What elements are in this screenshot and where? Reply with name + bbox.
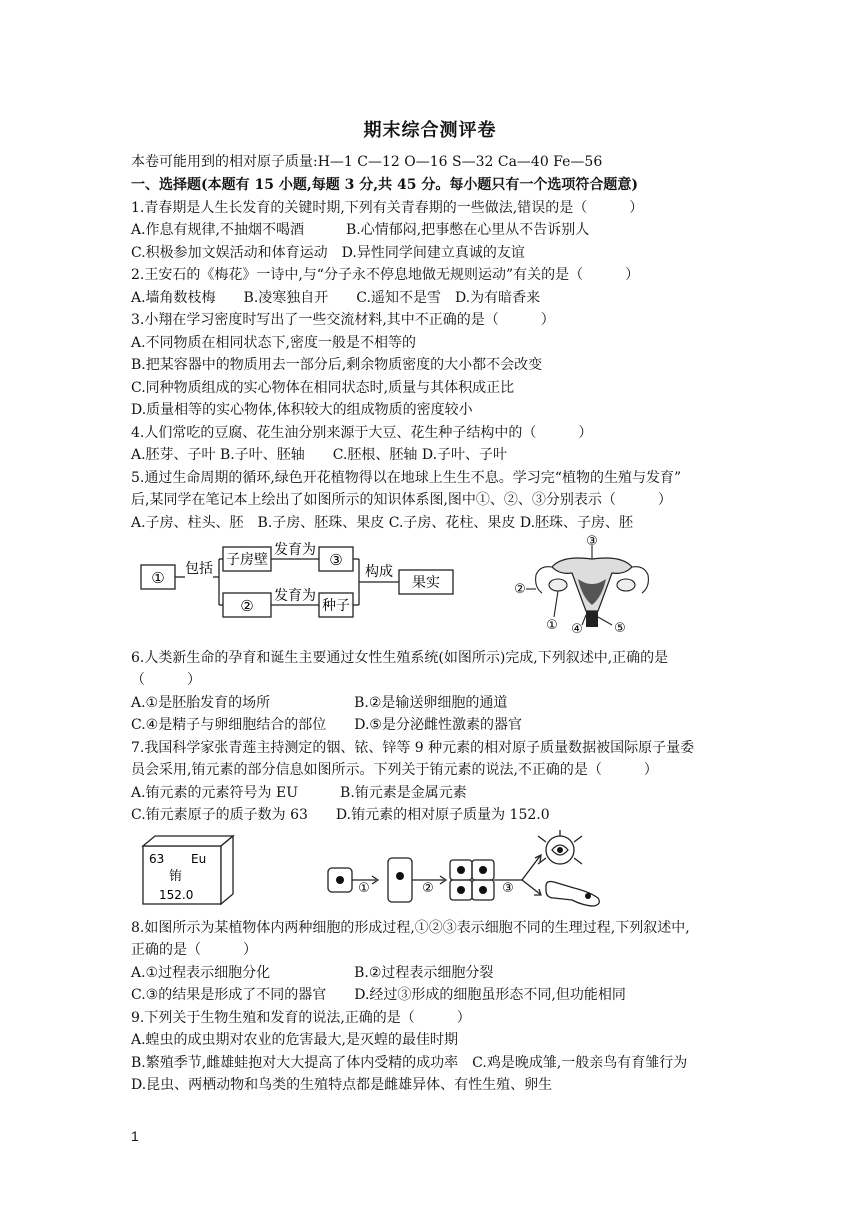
- question-2-options: A.墙角数枝梅 B.凌寒独自开 C.遥知不是雪 D.为有暗香来: [131, 290, 541, 306]
- page-number: 1: [131, 1128, 139, 1144]
- question-9-option-d: D.昆虫、两栖动物和鸟类的生殖特点都是雌雄异体、有性生殖、卵生: [131, 1077, 553, 1093]
- flow-label-develop-2: 发育为: [274, 588, 316, 604]
- repro-label-2: ②: [514, 582, 526, 597]
- plant-flow-diagram: [133, 541, 463, 621]
- element-symbol: Eu: [191, 852, 207, 866]
- element-name: 铕: [169, 869, 183, 884]
- question-3: 3.小翔在学习密度时写出了一些交流材料,其中不正确的是（ ）: [131, 312, 555, 328]
- flow-node-1: ①: [151, 569, 165, 587]
- question-1-options-cd: C.积极参加文娱活动和体育运动 D.异性同学间建立真诚的友谊: [131, 245, 525, 261]
- repro-label-4: ④: [571, 622, 583, 637]
- question-3-option-c: C.同种物质组成的实心物体在相同状态时,质量与其体积成正比: [131, 380, 515, 396]
- flow-node-3: ③: [329, 551, 343, 569]
- question-5-cont: 后,某同学在笔记本上绘出了如图所示的知识体系图,图中①、②、③分别表示（ ）: [131, 492, 672, 508]
- repro-label-5: ⑤: [614, 621, 626, 636]
- question-9: 9.下列关于生物生殖和发育的说法,正确的是（ ）: [131, 1010, 471, 1026]
- element-card-figure: [139, 832, 239, 908]
- reproductive-system-figure: [512, 535, 672, 640]
- question-8-options-ab: A.①过程表示细胞分化 B.②过程表示细胞分裂: [131, 965, 494, 981]
- question-9-option-bc: B.繁殖季节,雌雄蛙抱对大大提高了体内受精的成功率 C.鸡是晚成雏,一般亲鸟有育雏行为: [131, 1055, 688, 1071]
- question-4-options: A.胚芽、子叶 B.子叶、胚轴 C.胚根、胚轴 D.子叶、子叶: [131, 447, 508, 463]
- question-3-option-d: D.质量相等的实心物体,体积较大的组成物质的密度较小: [131, 402, 473, 418]
- flow-label-develop-1: 发育为: [274, 542, 316, 558]
- flow-node-fruit: 果实: [412, 575, 440, 591]
- flow-label-include: 包括: [185, 561, 213, 577]
- question-9-option-a: A.蝗虫的成虫期对农业的危害最大,是灭蝗的最佳时期: [131, 1032, 459, 1048]
- flow-node-ovary-wall: 子房壁: [226, 552, 268, 568]
- question-8: 8.如图所示为某植物体内两种细胞的形成过程,①②③表示细胞不同的生理过程,下列叙述中,: [131, 920, 690, 936]
- question-6-options-cd: C.④是精子与卵细胞结合的部位 D.⑤是分泌雌性激素的器官: [131, 717, 522, 733]
- question-3-option-b: B.把某容器中的物质用去一部分后,剩余物质密度的大小都不会改变: [131, 357, 543, 373]
- question-8-options-cd: C.③的结果是形成了不同的器官 D.经过③形成的细胞虽形态不同,但功能相同: [131, 987, 626, 1003]
- question-5: 5.通过生命周期的循环,绿色开花植物得以在地球上生生不息。学习完“植物的生殖与发育”: [131, 470, 682, 486]
- repro-label-1: ①: [546, 618, 558, 633]
- element-mass: 152.0: [159, 888, 194, 902]
- page-title: 期末综合测评卷: [363, 120, 497, 141]
- element-atomic-number: 63: [149, 852, 165, 866]
- question-1: 1.青春期是人生长发育的关键时期,下列有关青春期的一些做法,错误的是（ ）: [131, 200, 644, 216]
- question-2: 2.王安石的《梅花》一诗中,与“分子永不停息地做无规则运动”有关的是（ ）: [131, 267, 640, 283]
- question-4: 4.人们常吃的豆腐、花生油分别来源于大豆、花生种子结构中的（ ）: [131, 425, 593, 441]
- cell-process-3: ③: [502, 881, 514, 896]
- cell-process-1: ①: [358, 881, 370, 896]
- cell-process-2: ②: [422, 881, 434, 896]
- question-8-cont: 正确的是（ ）: [131, 942, 257, 958]
- question-7-options-ab: A.铕元素的元素符号为 EU B.铕元素是金属元素: [131, 785, 467, 801]
- question-6-options-ab: A.①是胚胎发育的场所 B.②是输送卵细胞的通道: [131, 695, 508, 711]
- section-heading: 一、选择题(本题有 15 小题,每题 3 分,共 45 分。每小题只有一个选项符合题意): [131, 177, 638, 193]
- flow-node-2: ②: [240, 597, 254, 615]
- atomic-mass-note: 本卷可能用到的相对原子质量:H—1 C—12 O—16 S—32 Ca—40 Fe—56: [131, 154, 603, 170]
- question-6-cont: （ ）: [131, 672, 201, 688]
- question-7-cont: 员会采用,铕元素的部分信息如图所示。下列关于铕元素的说法,不正确的是（ ）: [131, 762, 658, 778]
- question-7: 7.我国科学家张青莲主持测定的铟、铱、锌等 9 种元素的相对原子质量数据被国际原子量委: [131, 740, 695, 756]
- flow-label-form: 构成: [365, 564, 393, 580]
- repro-label-3: ③: [586, 535, 598, 549]
- question-6: 6.人类新生命的孕育和诞生主要通过女性生殖系统(如图所示)完成,下列叙述中,正确的是: [131, 650, 669, 666]
- question-5-options: A.子房、柱头、胚 B.子房、胚珠、果皮 C.子房、花柱、果皮 D.胚珠、子房、胚: [131, 515, 634, 531]
- question-7-options-cd: C.铕元素原子的质子数为 63 D.铕元素的相对原子质量为 152.0: [131, 807, 550, 823]
- question-1-options-ab: A.作息有规律,不抽烟不喝酒 B.心情郁闷,把事憋在心里从不告诉别人: [131, 222, 590, 238]
- cell-development-figure: [322, 828, 612, 912]
- question-3-option-a: A.不同物质在相同状态下,密度一般是不相等的: [131, 335, 417, 351]
- flow-node-seed: 种子: [322, 598, 350, 614]
